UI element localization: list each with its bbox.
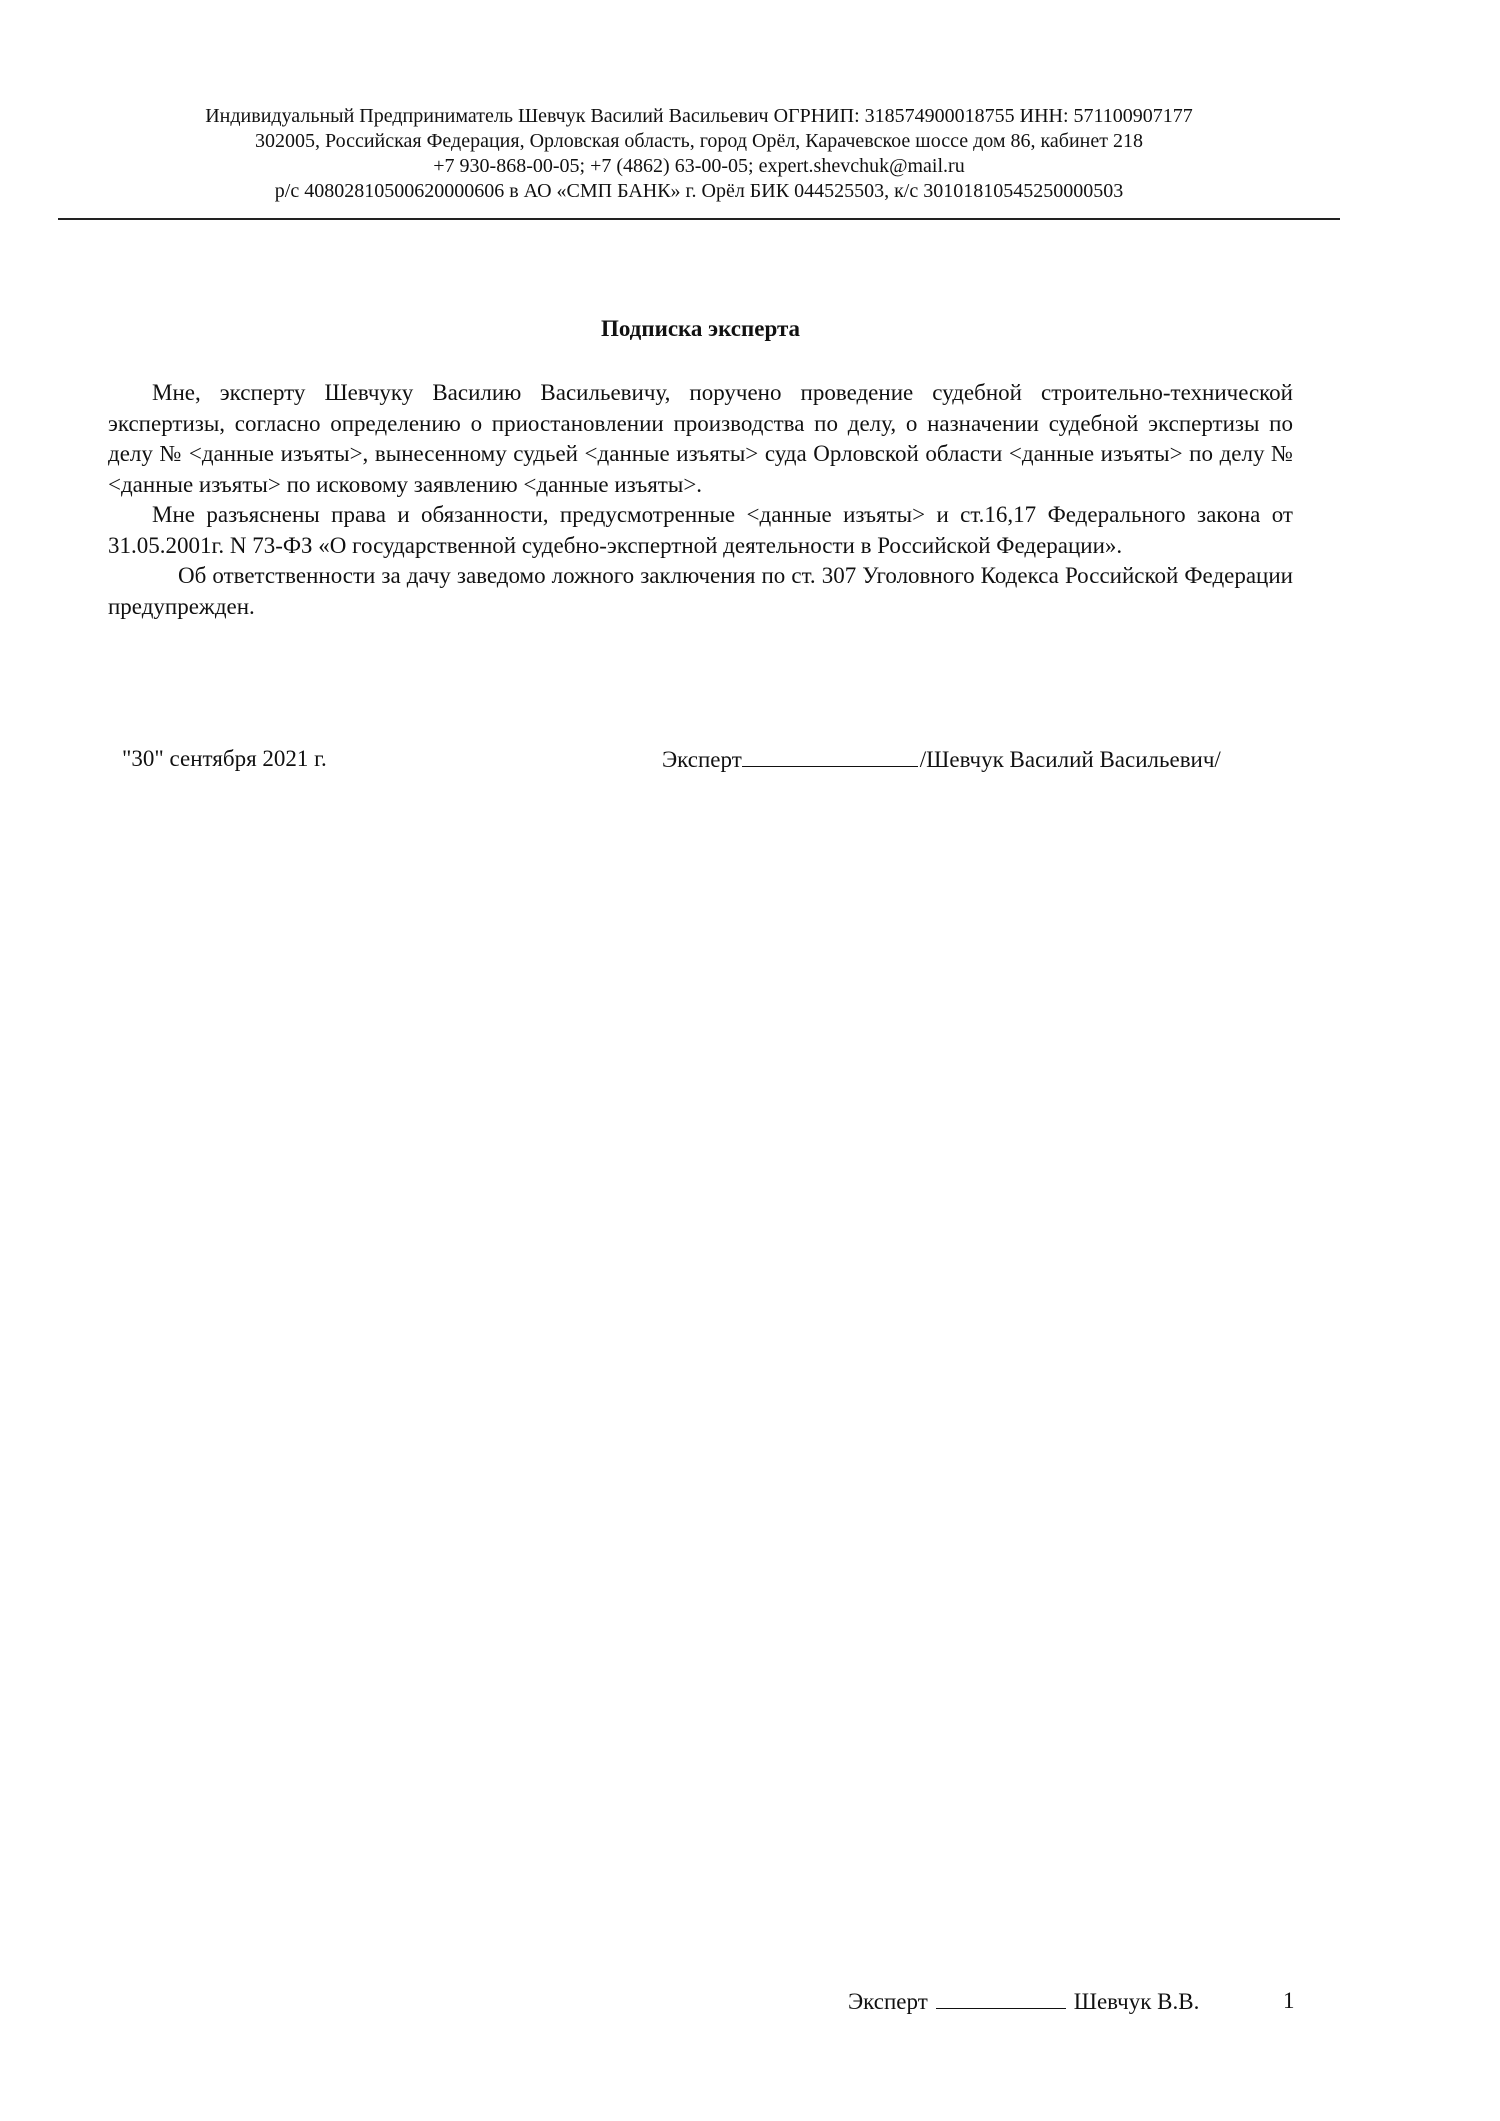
letterhead — [58, 104, 1340, 204]
page-number: 1 — [1283, 1988, 1295, 2013]
footer-signature-blank — [936, 1986, 1066, 2009]
footer-expert-label: Эксперт — [848, 1989, 928, 2014]
letterhead-line-contacts: +7 930-868-00-05; +7 (4862) 63-00-05; expert.shevchuk@mail.ru — [433, 155, 965, 177]
signature-expert-name: /Шевчук Василий Васильевич/ — [919, 747, 1221, 772]
document-body — [108, 378, 1293, 622]
letterhead-line-bank: р/с 40802810500620000606 в АО «СМП БАНК» г. Орёл БИК 044525503, к/с 30101810545250000503 — [274, 180, 1124, 202]
signature-block — [662, 744, 1221, 775]
document-title: Подписка эксперта — [600, 316, 801, 341]
letterhead-line-registration: Индивидуальный Предприниматель Шевчук Василий Васильевич ОГРНИП: 318574900018755 ИНН: 571100907177 — [205, 105, 1193, 127]
paragraph-liability: Об ответственности за дачу заведомо ложного заключения по ст. 307 Уголовного Кодекса Российской Федерации предупрежден. — [108, 563, 1293, 619]
footer-expert-name: Шевчук В.В. — [1073, 1989, 1200, 2014]
page-footer — [848, 1986, 1199, 2017]
letterhead-divider — [58, 218, 1340, 220]
letterhead-line-address: 302005, Российская Федерация, Орловская область, город Орёл, Карачевское шоссе дом 86, кабинет 218 — [254, 130, 1144, 152]
paragraph-rights: Мне разъяснены права и обязанности, предусмотренные <данные изъяты> и ст.16,17 Федерального закона от 31.05.2001г. N 73-ФЗ «О государственной судебно-экспертной деятельности в Российской Федерации». — [108, 502, 1293, 558]
signature-date: "30" сентября 2021 г. — [122, 746, 327, 771]
signature-blank-line — [742, 744, 918, 767]
paragraph-assignment: Мне, эксперту Шевчуку Василию Васильевичу, поручено проведение судебной строительно-технической экспертизы, согласно определению о приостановлении производства по делу, о назначении судебной экспертизы по делу № <данные изъяты>, вынесенному судьей <данные изъяты> суда Орловской области <данные изъяты> по делу № <данные изъяты> по исковому заявлению <данные изъяты>. — [108, 380, 1293, 497]
signature-expert-label: Эксперт — [662, 747, 742, 772]
